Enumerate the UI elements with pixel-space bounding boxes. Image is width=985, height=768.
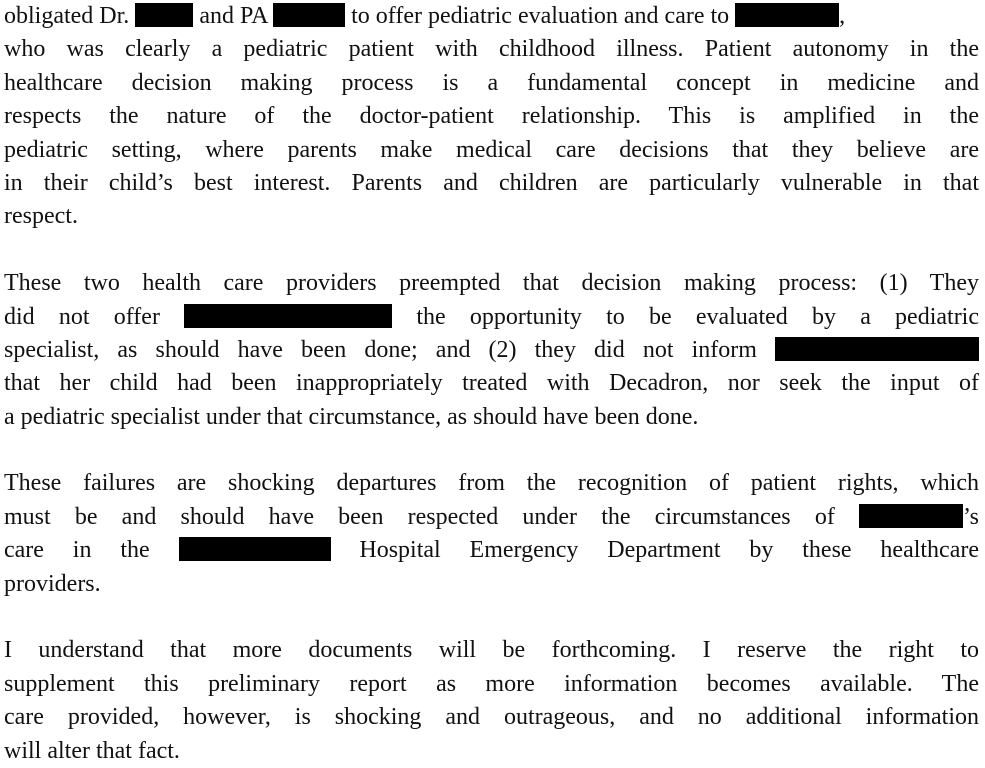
text-segment: care in the: [4, 537, 179, 564]
text-line: [4, 301, 979, 334]
redaction-block: [135, 3, 193, 27]
text-segment: must be and should have been respected under the circumstances of: [4, 503, 859, 530]
text-line: that her child had been inappropriately treated with Decadron, nor seek the input of: [4, 370, 979, 397]
paragraph: [4, 267, 979, 434]
redaction-block: [273, 3, 345, 27]
text-segment: to offer pediatric evaluation and care to: [345, 3, 736, 29]
text-line: who was clearly a pediatric patient with childhood illness. Patient autonomy in the: [4, 36, 979, 63]
paragraph: [4, 467, 979, 601]
document-page: [4, 0, 979, 768]
paragraph: [4, 0, 979, 234]
text-line: providers.: [4, 570, 101, 597]
text-line: care provided, however, is shocking and outrageous, and no additional information: [4, 704, 979, 731]
text-segment: Hospital Emergency Department by these healthcare: [330, 537, 980, 564]
text-line: [4, 0, 979, 33]
text-line: These failures are shocking departures from the recognition of patient rights, which: [4, 470, 979, 497]
text-segment: did not offer: [4, 303, 185, 330]
text-line: in their child’s best interest. Parents and children are particularly vulnerable in that: [4, 169, 979, 196]
text-line: respects the nature of the doctor-patient relationship. This is amplified in the: [4, 103, 979, 130]
text-line: [4, 334, 979, 367]
text-segment: obligated Dr.: [4, 3, 136, 29]
text-line: These two health care providers preempted that decision making process: (1) They: [4, 270, 979, 297]
redaction-block: [179, 537, 331, 561]
text-line: [4, 501, 979, 534]
text-segment: specialist, as should have been done; and (2) they did not inform: [4, 336, 775, 363]
text-line: respect.: [4, 203, 78, 230]
text-line: supplement this preliminary report as more information becomes available. The: [4, 670, 979, 697]
redaction-block: [775, 337, 979, 361]
text-segment: and PA: [193, 3, 274, 29]
paragraph: [4, 634, 979, 768]
redaction-block: [859, 504, 963, 528]
text-segment: the opportunity to be evaluated by a pediatric: [392, 303, 980, 330]
text-segment: ,: [839, 3, 846, 29]
redaction-block: [735, 3, 839, 27]
text-line: pediatric setting, where parents make medical care decisions that they believe are: [4, 136, 979, 163]
redaction-block: [184, 304, 392, 328]
text-line: a pediatric specialist under that circumstance, as should have been done.: [4, 403, 699, 430]
text-line: I understand that more documents will be forthcoming. I reserve the right to: [4, 637, 979, 664]
text-segment: ’s: [962, 503, 979, 530]
text-line: [4, 534, 979, 567]
text-line: healthcare decision making process is a fundamental concept in medicine and: [4, 69, 979, 96]
text-line: will alter that fact.: [4, 737, 180, 764]
